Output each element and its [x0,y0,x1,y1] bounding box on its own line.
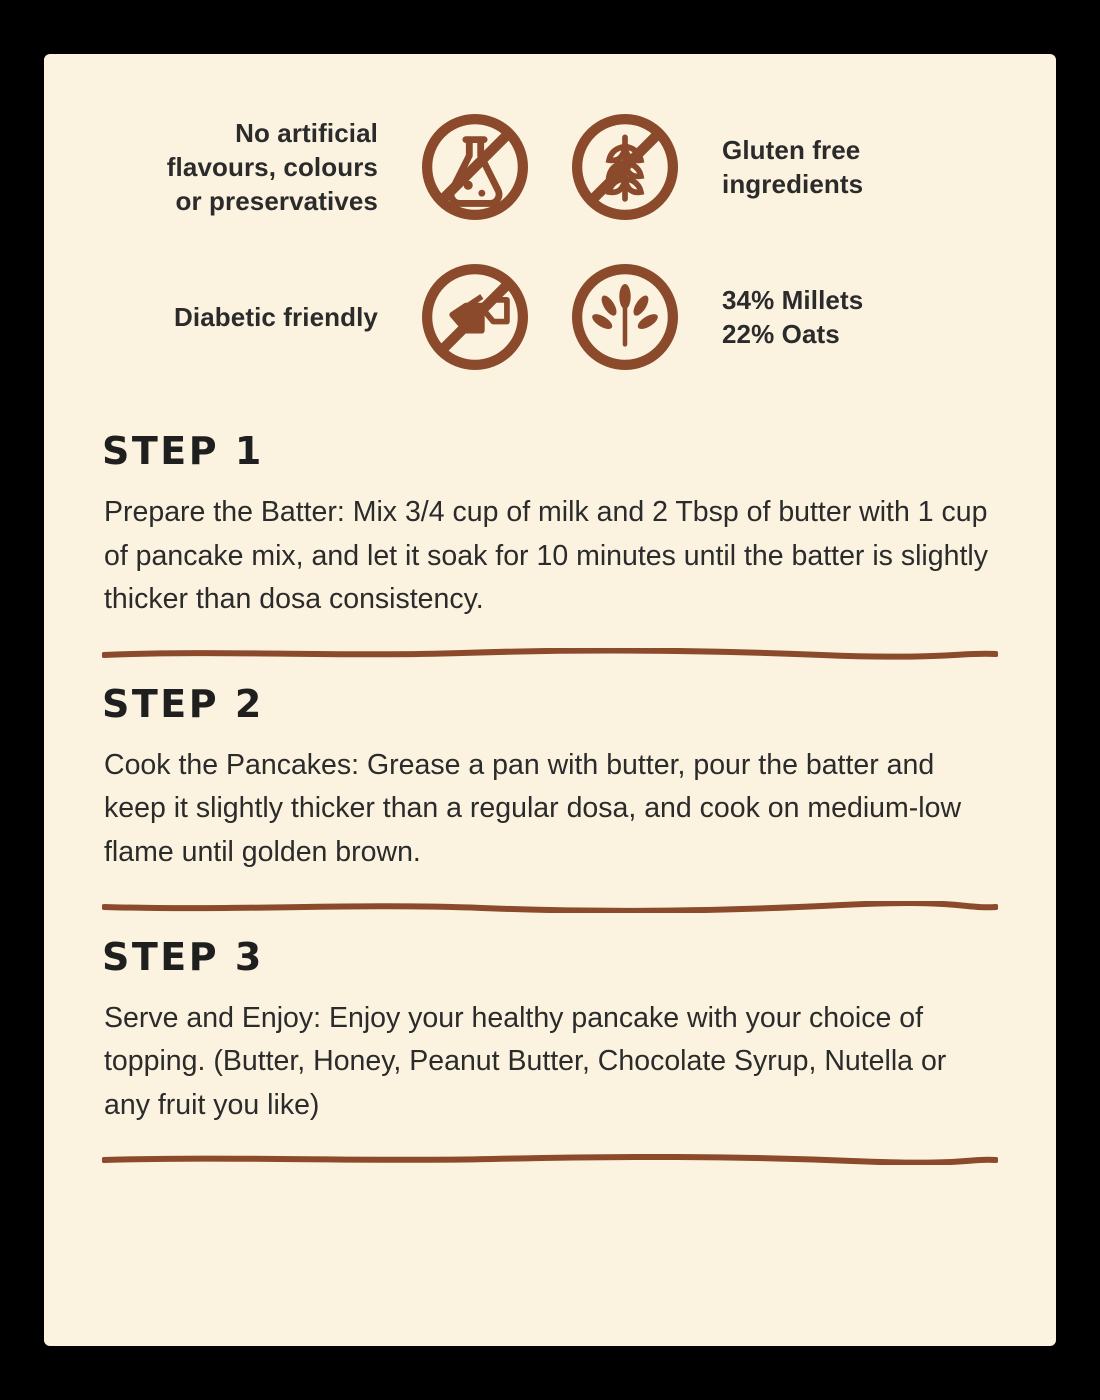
claims-row-1 [44,92,1056,242]
claim-no-artificial-label [98,116,378,219]
claim-label-line: Diabetic friendly [174,301,378,332]
claim-gluten-free-label [722,133,1002,202]
no-gluten-wheat-icon [550,110,700,224]
claim-label-line: or preservatives [175,186,378,217]
claim-label-line: No artificial [235,117,378,148]
product-claims-grid [44,54,1056,392]
divider-2 [102,901,998,913]
step-1 [44,429,1056,660]
no-artificial-flavours-icon [400,110,550,224]
divider-1 [102,648,998,660]
claim-label-line: Gluten free [722,134,861,165]
claim-label-line: flavours, colours [166,151,378,182]
step-3 [44,913,1056,1166]
instructions-list [44,429,1056,1165]
claim-diabetic-friendly-label [98,300,378,334]
step-3-body: Serve and Enjoy: Enjoy your healthy pancake with your choice of topping. (Butter, Honey, Peanut Butter, Chocolate Syrup, Nutella or any fruit you like) [104,1001,947,1121]
claim-label-line: 22% Oats [722,319,840,349]
millet-grain-icon [550,260,700,374]
claim-label-line: 34% Millets [722,284,864,315]
step-3-title: STEP 3 [102,934,264,979]
claim-millets-oats [550,260,1002,374]
step-1-body: Prepare the Batter: Mix 3/4 cup of milk and 2 Tbsp of butter with 1 cup of pancake mix, and let it soak for 10 minutes until the batter is slightly thicker than dosa consistency. [104,496,988,616]
recipe-panel [44,54,1056,1346]
step-2-body: Cook the Pancakes: Grease a pan with butter, pour the batter and keep it slightly thicker than a regular dosa, and cook on medium-low flame until golden brown. [104,748,962,868]
divider-3 [102,1153,998,1165]
step-1-title: STEP 1 [102,429,264,473]
no-sugar-cube-icon [400,260,550,374]
claim-gluten-free [550,110,1002,224]
claim-diabetic-friendly [98,260,550,374]
step-2-title: STEP 2 [102,681,264,726]
claim-no-artificial [98,110,550,224]
claim-millets-oats-label [722,283,1002,352]
claim-label-line: ingredients [722,169,864,199]
claims-row-2 [44,242,1056,392]
step-2 [44,660,1056,913]
